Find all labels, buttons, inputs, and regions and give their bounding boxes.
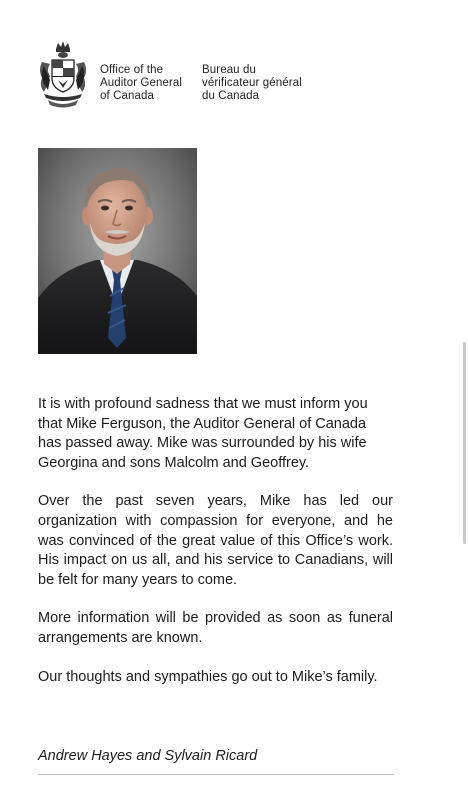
scrollbar[interactable] [463, 342, 466, 544]
divider [38, 774, 394, 775]
paragraph-3: More information will be provided as soon as funeral arrangements are known. [38, 610, 393, 646]
coat-of-arms-icon [36, 40, 90, 108]
org-name-french: Bureau du vérificateur général du Canada [202, 64, 302, 102]
paragraph-4: Our thoughts and sympathies go out to Mike’s family. [38, 668, 378, 685]
message-body [38, 395, 393, 706]
paragraph-2: Over the past seven years, Mike has led our organization with compassion for everyone, and he was convinced of the great value of this Office’s work. His impact on us all, and his service to Canadians, will be felt for many years to come. [38, 493, 393, 588]
signature: Andrew Hayes and Sylvain Ricard [38, 748, 258, 764]
portrait-photo [38, 148, 197, 354]
org-name-english: Office of the Auditor General of Canada [100, 64, 183, 102]
paragraph-1: It is with profound sadness that we must inform you that Mike Ferguson, the Auditor General of Canada has passed away. Mike was surrounded by his wife Georgina and sons Malcolm and Geoffrey. [38, 396, 368, 471]
letterhead [36, 40, 302, 108]
portrait-image [38, 148, 197, 354]
